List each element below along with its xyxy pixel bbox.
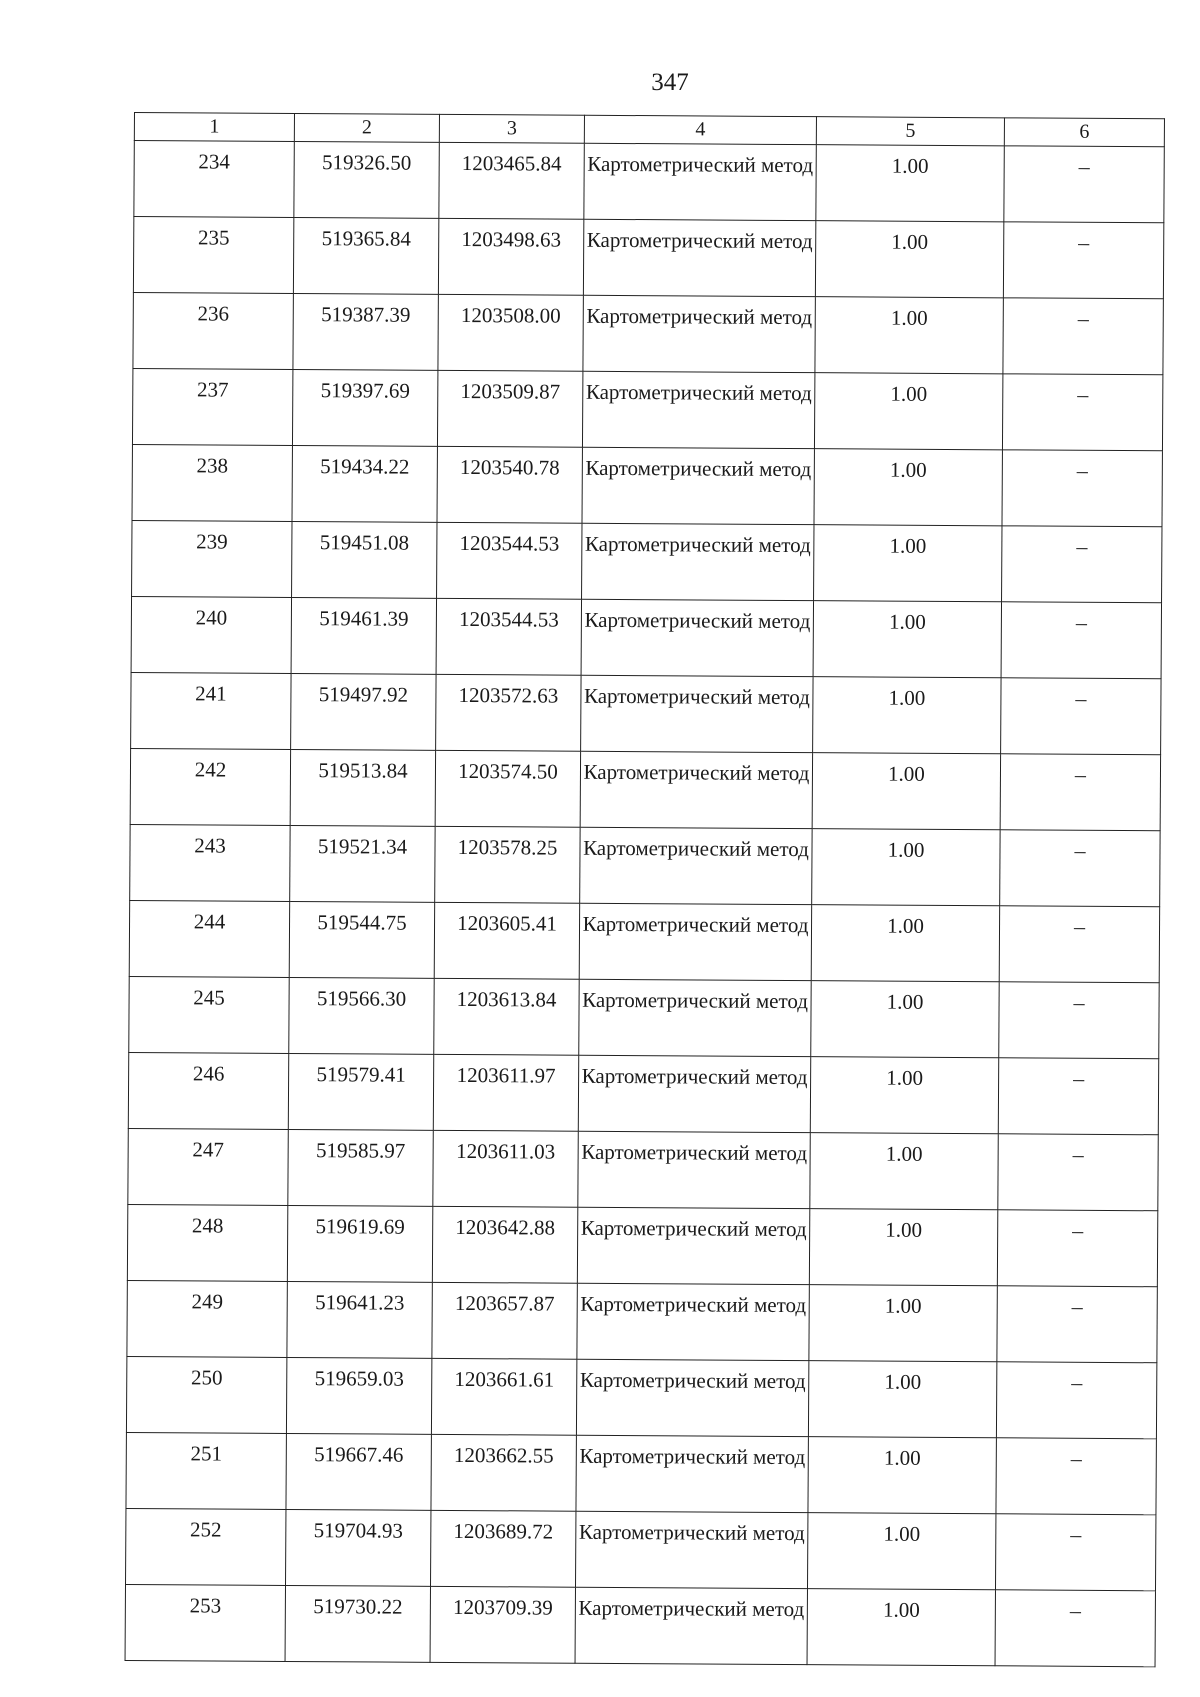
- point-number-cell: 235: [133, 217, 293, 294]
- point-number-cell: 248: [127, 1204, 287, 1281]
- y-coordinate-cell: 1203689.72: [430, 1510, 575, 1587]
- method-cell: Картометрический метод: [584, 143, 816, 220]
- method-cell: Картометрический метод: [575, 1511, 807, 1588]
- x-coordinate-cell: 519365.84: [293, 217, 438, 294]
- table-row: [133, 217, 1163, 299]
- point-number-cell: 242: [130, 748, 290, 825]
- accuracy-cell: 1.00: [815, 297, 1003, 374]
- x-coordinate-cell: 519667.46: [286, 1433, 431, 1510]
- method-cell: Картометрический метод: [583, 295, 815, 372]
- x-coordinate-cell: 519730.22: [285, 1585, 430, 1662]
- note-cell: –: [995, 1514, 1155, 1591]
- note-cell: –: [999, 982, 1159, 1059]
- y-coordinate-cell: 1203578.25: [435, 826, 580, 903]
- y-coordinate-cell: 1203574.50: [435, 750, 580, 827]
- method-cell: Картометрический метод: [582, 371, 814, 448]
- x-coordinate-cell: 519585.97: [288, 1129, 433, 1206]
- point-number-cell: 253: [125, 1584, 285, 1661]
- y-coordinate-cell: 1203509.87: [437, 370, 582, 447]
- table-row: [128, 1052, 1158, 1134]
- table-row: [129, 900, 1159, 982]
- page-number: 347: [651, 69, 689, 96]
- y-coordinate-cell: 1203544.53: [436, 598, 581, 675]
- accuracy-cell: 1.00: [811, 905, 999, 982]
- note-cell: –: [997, 1286, 1157, 1363]
- table-row: [132, 368, 1162, 450]
- note-cell: –: [1003, 222, 1163, 299]
- x-coordinate-cell: 519497.92: [291, 673, 436, 750]
- point-number-cell: 238: [132, 444, 292, 521]
- note-cell: –: [1003, 298, 1163, 375]
- point-number-cell: 237: [132, 368, 292, 445]
- x-coordinate-cell: 519641.23: [287, 1281, 432, 1358]
- note-cell: –: [997, 1210, 1157, 1287]
- column-header-3: 3: [439, 114, 584, 143]
- y-coordinate-cell: 1203508.00: [438, 294, 583, 371]
- table-row: [131, 672, 1161, 754]
- method-cell: Картометрический метод: [579, 903, 811, 980]
- method-cell: Картометрический метод: [580, 751, 812, 828]
- table-row: [125, 1584, 1155, 1666]
- y-coordinate-cell: 1203498.63: [438, 218, 583, 295]
- table-row: [130, 748, 1160, 830]
- accuracy-cell: 1.00: [814, 525, 1002, 602]
- note-cell: –: [1000, 830, 1160, 907]
- method-cell: Картометрический метод: [583, 219, 815, 296]
- x-coordinate-cell: 519451.08: [292, 521, 437, 598]
- accuracy-cell: 1.00: [814, 449, 1002, 526]
- x-coordinate-cell: 519579.41: [288, 1053, 433, 1130]
- accuracy-cell: 1.00: [813, 677, 1001, 754]
- accuracy-cell: 1.00: [810, 1057, 998, 1134]
- y-coordinate-cell: 1203662.55: [431, 1434, 576, 1511]
- note-cell: –: [995, 1590, 1155, 1667]
- column-header-1: 1: [134, 113, 294, 142]
- method-cell: Картометрический метод: [577, 1207, 809, 1284]
- accuracy-cell: 1.00: [808, 1437, 996, 1514]
- point-number-cell: 236: [133, 292, 293, 369]
- x-coordinate-cell: 519659.03: [286, 1357, 431, 1434]
- y-coordinate-cell: 1203572.63: [436, 674, 581, 751]
- y-coordinate-cell: 1203611.03: [433, 1130, 578, 1207]
- column-header-2: 2: [294, 113, 439, 142]
- note-cell: –: [1001, 678, 1161, 755]
- y-coordinate-cell: 1203657.87: [432, 1282, 577, 1359]
- method-cell: Картометрический метод: [576, 1359, 808, 1436]
- y-coordinate-cell: 1203544.53: [437, 522, 582, 599]
- point-number-cell: 240: [131, 596, 291, 673]
- method-cell: Картометрический метод: [577, 1283, 809, 1360]
- point-number-cell: 241: [131, 672, 291, 749]
- x-coordinate-cell: 519434.22: [292, 445, 437, 522]
- point-number-cell: 250: [126, 1356, 286, 1433]
- method-cell: Картометрический метод: [576, 1435, 808, 1512]
- x-coordinate-cell: 519387.39: [293, 293, 438, 370]
- method-cell: Картометрический метод: [578, 1055, 810, 1132]
- column-header-6: 6: [1004, 118, 1164, 147]
- table-row: [132, 520, 1162, 602]
- method-cell: Картометрический метод: [578, 1131, 810, 1208]
- accuracy-cell: 1.00: [815, 221, 1003, 298]
- accuracy-cell: 1.00: [812, 829, 1000, 906]
- note-cell: –: [996, 1438, 1156, 1515]
- accuracy-cell: 1.00: [809, 1285, 997, 1362]
- point-number-cell: 251: [126, 1432, 286, 1509]
- method-cell: Картометрический метод: [581, 599, 813, 676]
- table-row: [134, 141, 1164, 223]
- table-row: [128, 1128, 1158, 1210]
- x-coordinate-cell: 519397.69: [292, 369, 437, 446]
- accuracy-cell: 1.00: [811, 981, 999, 1058]
- note-cell: –: [998, 1134, 1158, 1211]
- y-coordinate-cell: 1203605.41: [434, 902, 579, 979]
- note-cell: –: [1002, 526, 1162, 603]
- accuracy-cell: 1.00: [809, 1209, 997, 1286]
- table-row: [131, 596, 1161, 678]
- x-coordinate-cell: 519513.84: [290, 749, 435, 826]
- y-coordinate-cell: 1203465.84: [439, 142, 584, 219]
- column-header-4: 4: [584, 115, 816, 144]
- accuracy-cell: 1.00: [813, 601, 1001, 678]
- accuracy-cell: 1.00: [812, 753, 1000, 830]
- y-coordinate-cell: 1203642.88: [432, 1206, 577, 1283]
- method-cell: Картометрический метод: [580, 827, 812, 904]
- table-row: [126, 1356, 1156, 1438]
- x-coordinate-cell: 519619.69: [287, 1205, 432, 1282]
- y-coordinate-cell: 1203709.39: [430, 1586, 575, 1663]
- table-row: [130, 824, 1160, 906]
- x-coordinate-cell: 519704.93: [286, 1509, 431, 1586]
- table-row: [132, 444, 1162, 526]
- y-coordinate-cell: 1203611.97: [433, 1054, 578, 1131]
- accuracy-cell: 1.00: [814, 373, 1002, 450]
- point-number-cell: 249: [127, 1280, 287, 1357]
- point-number-cell: 244: [129, 900, 289, 977]
- table-row: [129, 976, 1159, 1058]
- table-row: [126, 1432, 1156, 1514]
- method-cell: Картометрический метод: [579, 979, 811, 1056]
- note-cell: –: [1002, 450, 1162, 527]
- x-coordinate-cell: 519326.50: [294, 141, 439, 218]
- note-cell: –: [998, 1058, 1158, 1135]
- x-coordinate-cell: 519521.34: [290, 825, 435, 902]
- method-cell: Картометрический метод: [575, 1587, 807, 1664]
- accuracy-cell: 1.00: [816, 145, 1004, 222]
- table-body: [125, 141, 1164, 1667]
- table-row: [127, 1204, 1157, 1286]
- note-cell: –: [996, 1362, 1156, 1439]
- point-number-cell: 243: [130, 824, 290, 901]
- method-cell: Картометрический метод: [581, 675, 813, 752]
- y-coordinate-cell: 1203540.78: [437, 446, 582, 523]
- accuracy-cell: 1.00: [807, 1589, 995, 1666]
- method-cell: Картометрический метод: [582, 523, 814, 600]
- note-cell: –: [1004, 146, 1164, 223]
- accuracy-cell: 1.00: [810, 1133, 998, 1210]
- point-number-cell: 239: [132, 520, 292, 597]
- accuracy-cell: 1.00: [807, 1513, 995, 1590]
- note-cell: –: [1001, 602, 1161, 679]
- column-header-5: 5: [816, 117, 1004, 146]
- table-row: [126, 1508, 1156, 1590]
- note-cell: –: [1000, 754, 1160, 831]
- x-coordinate-cell: 519566.30: [289, 977, 434, 1054]
- method-cell: Картометрический метод: [582, 447, 814, 524]
- point-number-cell: 247: [128, 1128, 288, 1205]
- note-cell: –: [1002, 374, 1162, 451]
- point-number-cell: 234: [134, 141, 294, 218]
- table-row: [127, 1280, 1157, 1362]
- table-row: [133, 292, 1163, 374]
- point-number-cell: 245: [129, 976, 289, 1053]
- point-number-cell: 252: [126, 1508, 286, 1585]
- accuracy-cell: 1.00: [808, 1361, 996, 1438]
- y-coordinate-cell: 1203661.61: [431, 1358, 576, 1435]
- x-coordinate-cell: 519544.75: [289, 901, 434, 978]
- point-number-cell: 246: [128, 1052, 288, 1129]
- note-cell: –: [999, 906, 1159, 983]
- x-coordinate-cell: 519461.39: [291, 597, 436, 674]
- y-coordinate-cell: 1203613.84: [434, 978, 579, 1055]
- coordinates-table: [125, 112, 1165, 1667]
